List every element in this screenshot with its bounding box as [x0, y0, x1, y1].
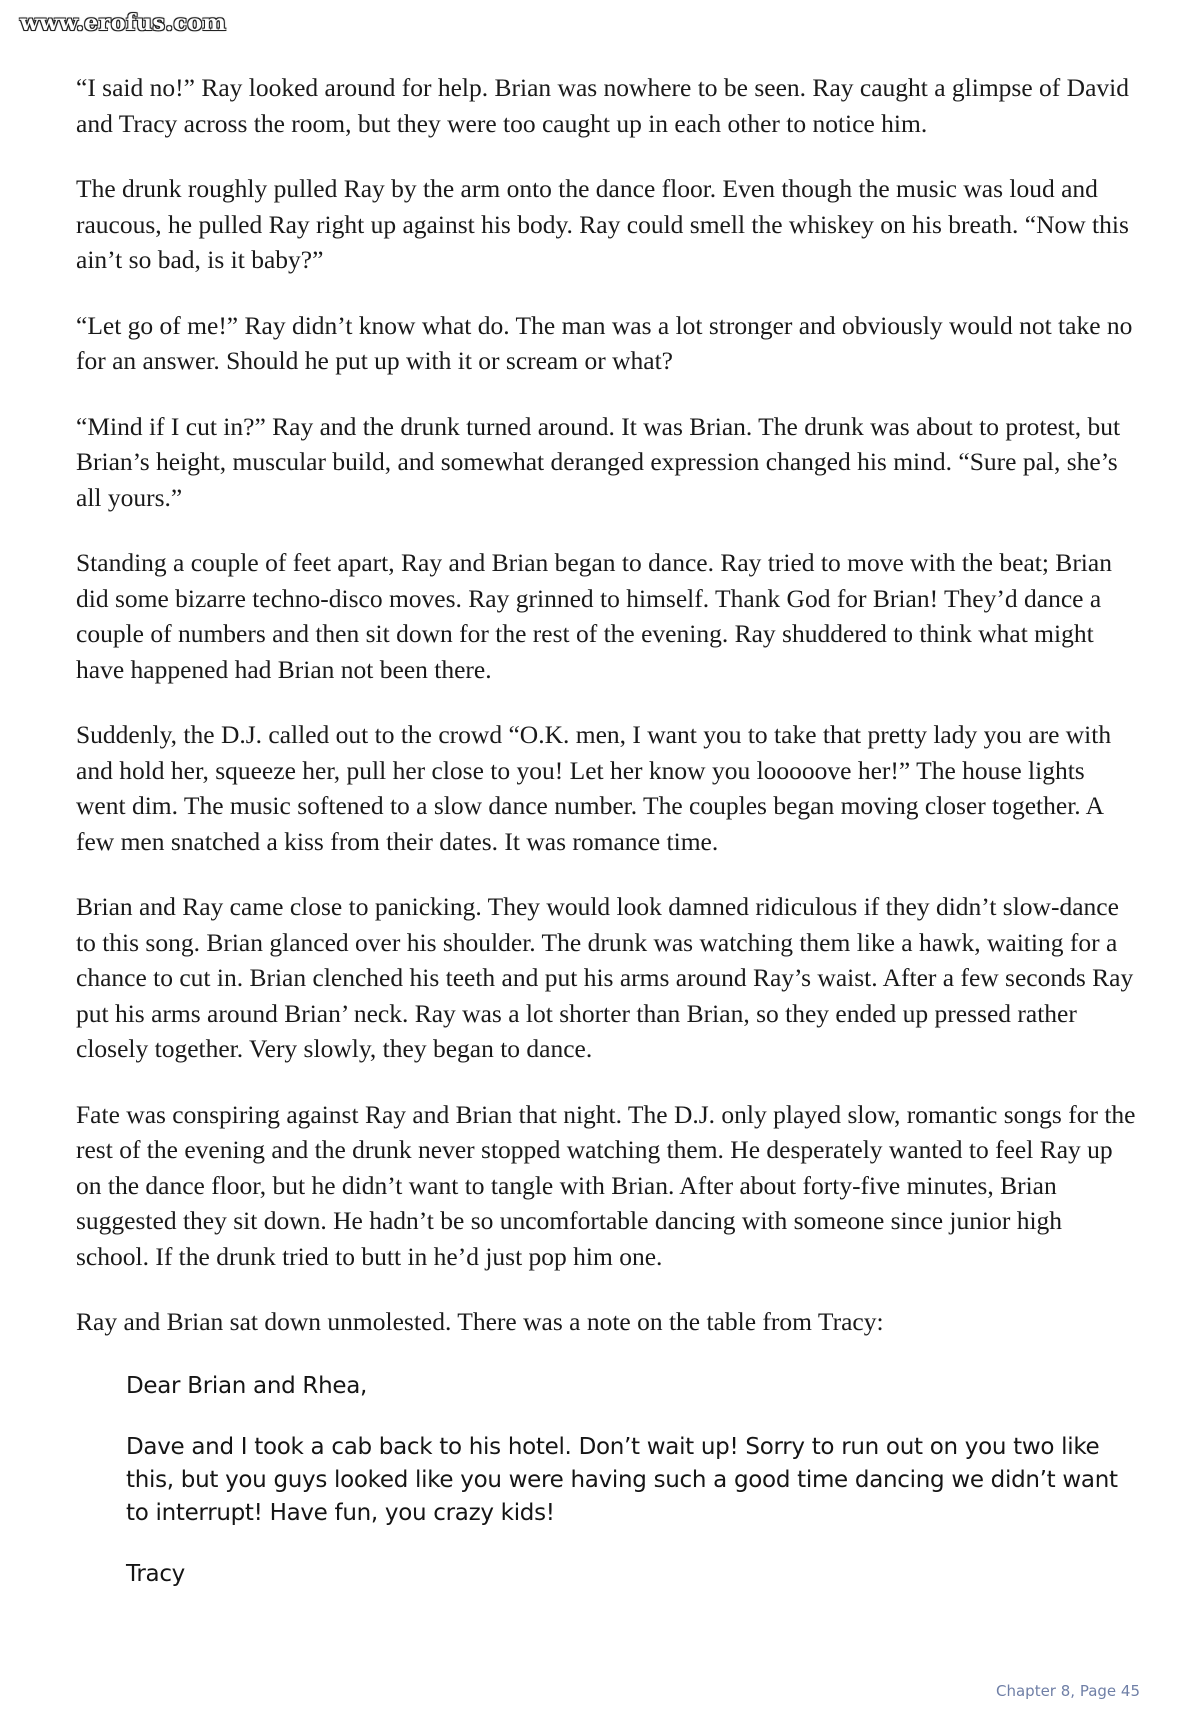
note-salutation: Dear Brian and Rhea, — [126, 1372, 368, 1399]
paragraph-8: Fate was conspiring against Ray and Brian that night. The D.J. only played slow, romantic songs for the rest of the evening and the drunk never stopped watching them. He desperately wanted to feel Ray up on the dance floor, but he didn’t want to tangle with Brian. After about forty-five minutes, Brian suggested they sit down. He hadn’t be so uncomfortable dancing with someone since junior high school. If the drunk tried to butt in he’d just pop him one. — [76, 1099, 1136, 1271]
paragraph-3: “Let go of me!” Ray didn’t know what do. The man was a lot stronger and obviously would not take no for an answer. Should he put up with it or scream or what? — [76, 310, 1133, 375]
note-signature: Tracy — [126, 1560, 185, 1587]
paragraph-5: Standing a couple of feet apart, Ray and Brian began to dance. Ray tried to move with the beat; Brian did some bizarre techno-disco moves. Ray grinned to himself. Thank God for Brian! They’d dance a couple of numbers and then sit down for the rest of the evening. Ray shuddered to think what might have happened had Brian not been there. — [76, 548, 1112, 684]
paragraph-4: “Mind if I cut in?” Ray and the drunk turned around. It was Brian. The drunk was about to protest, but Brian’s height, muscular build, and somewhat deranged expression changed his mind. “Sure pal, she’s all yours.” — [76, 411, 1121, 512]
site-watermark: www.erofus.com — [20, 10, 227, 36]
page-content — [76, 70, 1136, 1619]
handwritten-note — [126, 1370, 1136, 1591]
paragraph-2: The drunk roughly pulled Ray by the arm onto the dance floor. Even though the music was loud and raucous, he pulled Ray right up against his body. Ray could smell the whiskey on his breath. “Now this ain’t so bad, is it baby?” — [76, 174, 1129, 274]
note-body: Dave and I took a cab back to his hotel. Don’t wait up! Sorry to run out on you two like this, but you guys looked like you were having such a good time dancing we didn’t want to interrupt! Have fun, you crazy kids! — [126, 1433, 1118, 1526]
paragraph-9: Ray and Brian sat down unmolested. There was a note on the table from Tracy: — [76, 1307, 884, 1336]
paragraph-6: Suddenly, the D.J. called out to the crowd “O.K. men, I want you to take that pretty lady you are with and hold her, squeeze her, pull her close to you! Let her know you looooove her!” The house lights went dim. The music softened to a slow dance number. The couples began moving closer together. A few men snatched a kiss from their dates. It was romance time. — [76, 720, 1112, 856]
paragraph-7: Brian and Ray came close to panicking. They would look damned ridiculous if they didn’t slow-dance to this song. Brian glanced over his shoulder. The drunk was watching them like a hawk, waiting for a chance to cut in. Brian clenched his teeth and put his arms around Ray’s waist. After a few seconds Ray put his arms around Brian’ neck. Ray was a lot shorter than Brian, so they ended up pressed rather closely together. Very slowly, they began to dance. — [76, 892, 1134, 1063]
page-number: Chapter 8, Page 45 — [996, 1682, 1140, 1700]
paragraph-1: “I said no!” Ray looked around for help. Brian was nowhere to be seen. Ray caught a glimpse of David and Tracy across the room, but they were too caught up in each other to notice him. — [76, 73, 1129, 138]
